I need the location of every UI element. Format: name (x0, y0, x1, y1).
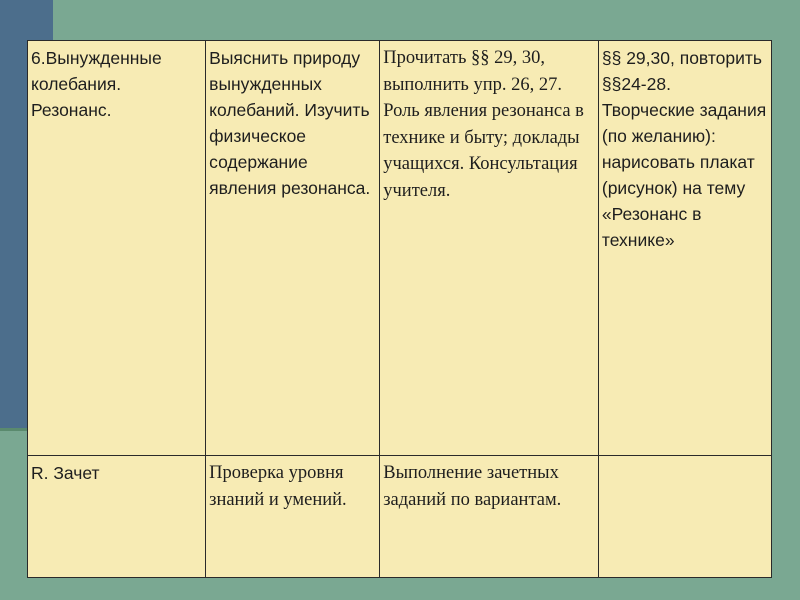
cell-goal: Проверка уровня знаний и умений. (206, 456, 380, 578)
cell-activities: Выполнение зачетных заданий по вариантам. (380, 456, 599, 578)
lesson-plan-table (27, 40, 772, 578)
table-row (28, 456, 772, 578)
cell-homework (598, 456, 771, 578)
cell-homework: §§ 29,30, повторить §§24-28. Творческие задания (по желанию): нарисовать плакат (рисунок) на тему «Резонанс в технике» (598, 41, 771, 456)
cell-topic: R. Зачет (28, 456, 206, 578)
cell-goal: Выяснить природу вынужденных колебаний. Изучить физическое содержание явления резонанса. (206, 41, 380, 456)
table-row (28, 41, 772, 456)
cell-topic: 6.Вынужденные колебания. Резонанс. (28, 41, 206, 456)
cell-activities: Прочитать §§ 29, 30, выполнить упр. 26, 27. Роль явления резонанса в технике и быту; доклады учащихся. Консультация учителя. (380, 41, 599, 456)
